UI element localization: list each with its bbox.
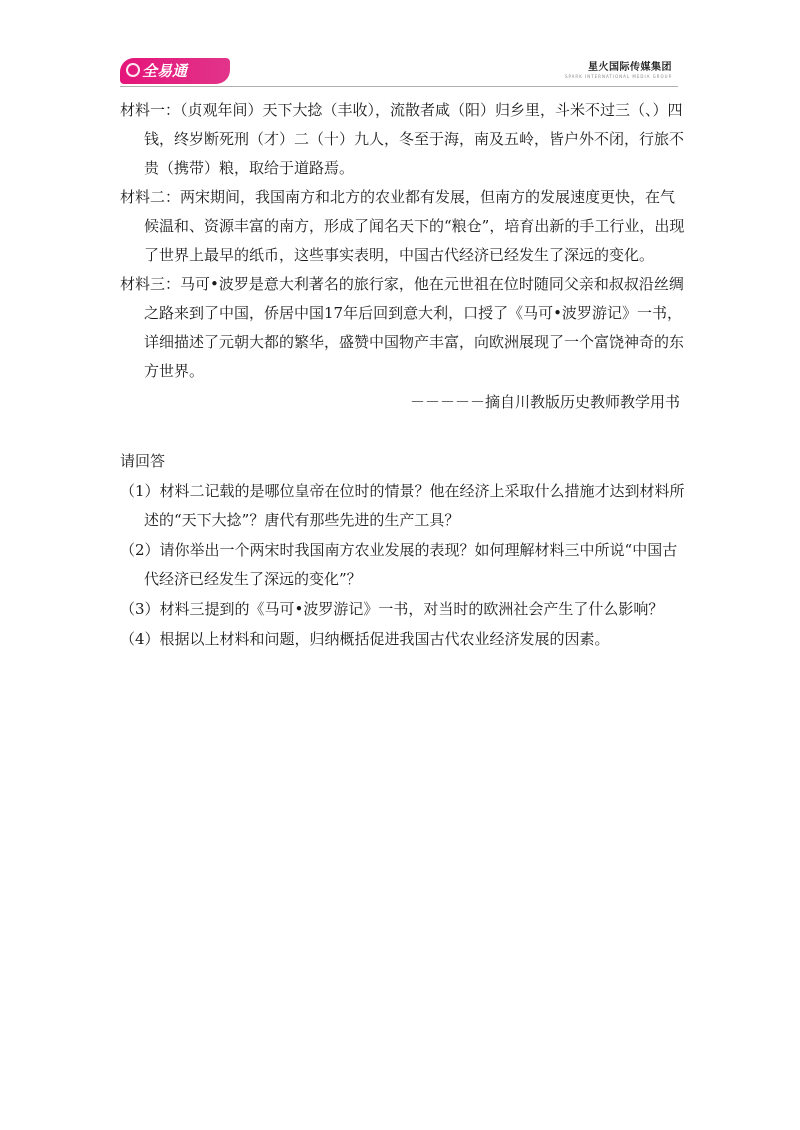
logo-text: 全易通 xyxy=(142,62,188,80)
question-2: （2）请你举出一个两宋时我国南方农业发展的表现？如何理解材料三中所说“中国古代经济已经发生了深远的变化”？ xyxy=(120,541,678,588)
material-label: 材料一： xyxy=(120,101,181,119)
question-1: （1）材料二记载的是哪位皇帝在位时的情景？他在经济上采取什么措施才达到材料所述的“天下大捻”？唐代有那些先进的生产工具？ xyxy=(120,482,685,529)
ask-heading: 请回答 xyxy=(120,452,166,470)
page-header xyxy=(120,54,678,86)
material-label: 材料三： xyxy=(120,275,181,293)
material-text: （贞观年间）天下大捻（丰收），流散者咸（阳）归乡里，斗米不过三（、）四钱，终岁断死刑（才）二（十）九人，冬至于海，南及五岭，皆户外不闭，行旅不贵（携带）粮，取给于道路焉。 xyxy=(144,101,685,177)
material-1 xyxy=(120,96,690,183)
publisher-name: 星火国际传媒集团 xyxy=(588,62,672,73)
material-3 xyxy=(120,270,690,386)
logo-ring-icon xyxy=(126,63,140,77)
brand-logo xyxy=(120,58,230,84)
document-body xyxy=(120,96,690,655)
question-3: （3）材料三提到的《马可•波罗游记》一书，对当时的欧洲社会产生了什么影响？ xyxy=(120,600,664,618)
publisher-brand xyxy=(565,58,672,79)
material-2 xyxy=(120,183,690,270)
material-label: 材料二： xyxy=(120,188,181,206)
source-note: －－－－－摘自川教版历史教师教学用书 xyxy=(409,393,680,411)
material-text: 马可•波罗是意大利著名的旅行家，他在元世祖在位时随同父亲和叔叔沿丝绸之路来到了中国，侨居中国17年后回到意大利，口授了《马可•波罗游记》一书，详细描述了元朝大都的繁华，盛赞中国物产丰富，向欧洲展现了一个富饶神奇的东方世界。 xyxy=(144,275,685,380)
material-text: 两宋期间，我国南方和北方的农业都有发展，但南方的发展速度更快，在气候温和、资源丰富的南方，形成了闻名天下的“粮仓”，培育出新的手工行业，出现了世界上最早的纸币，这些事实表明，中国古代经济已经发生了深远的变化。 xyxy=(144,188,685,264)
question-4: （4）根据以上材料和问题，归纳概括促进我国古代农业经济发展的因素。 xyxy=(120,630,610,648)
publisher-name-en: SPARK INTERNATIONAL MEDIA GROUP xyxy=(564,74,672,79)
header-divider xyxy=(120,86,678,87)
